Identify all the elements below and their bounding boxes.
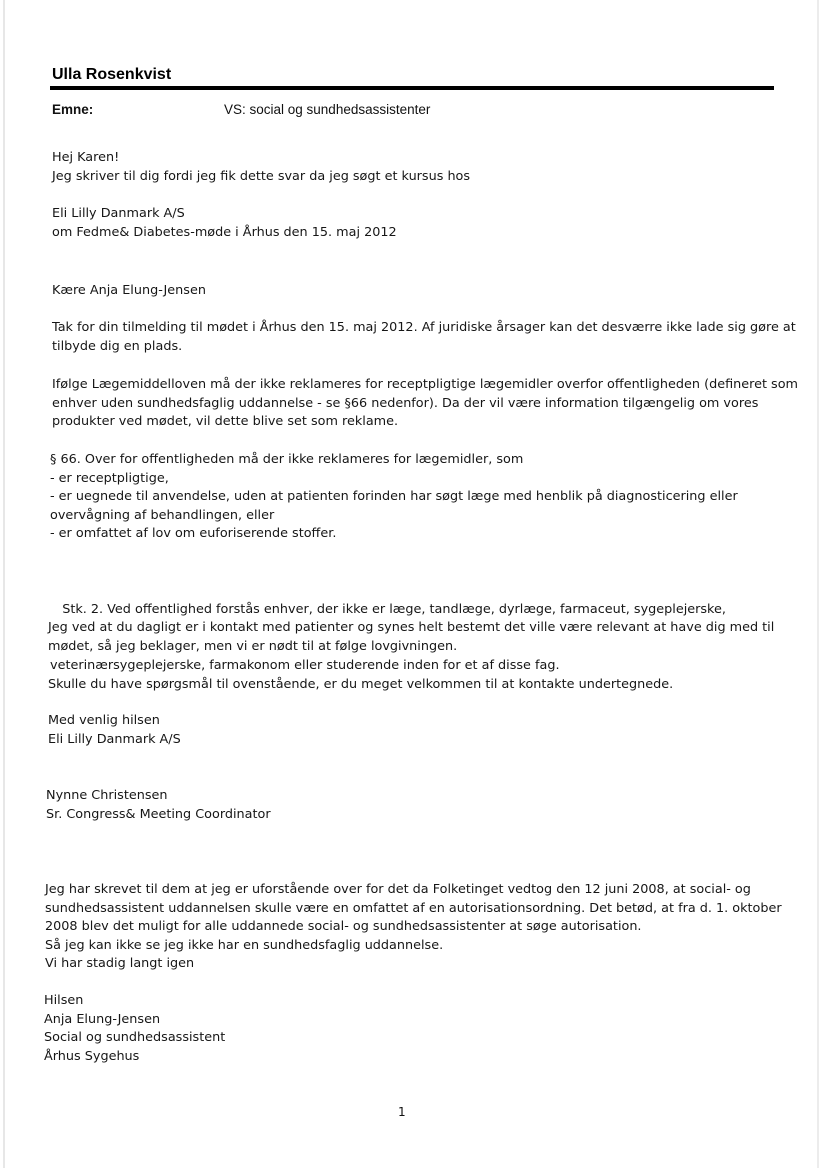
paragraph-line: produkter ved mødet, vil dette blive set som reklame. bbox=[52, 414, 399, 430]
closing-line: Med venlig hilsen bbox=[48, 713, 160, 728]
closing-company: Eli Lilly Danmark A/S bbox=[48, 731, 181, 747]
reply-paragraph-1 bbox=[52, 319, 796, 356]
followup-line: Jeg har skrevet til dem at jeg er uforstående over for det da Folketinget vedtog den 12 juni 2008, at social- og bbox=[45, 882, 751, 897]
reply-paragraph-2 bbox=[52, 376, 798, 432]
sender-name-header: Ulla Rosenkvist bbox=[52, 66, 172, 83]
signer-name: Nynne Christensen bbox=[46, 788, 168, 803]
law-line: - er receptpligtige, bbox=[50, 470, 169, 486]
sign-off: Hilsen bbox=[44, 993, 84, 1008]
event-meeting: om Fedme& Diabetes-møde i Århus den 15. maj 2012 bbox=[52, 224, 397, 240]
reply-closing bbox=[48, 712, 181, 749]
paragraph-line: Tak for din tilmelding til mødet i Århus den 15. maj 2012. Af juridiske årsager kan det desværre ikke lade sig gøre at bbox=[52, 320, 796, 335]
intro-block bbox=[52, 149, 470, 186]
followup-line: 2008 blev det muligt for alle uddannede social- og sundhedsassistenter at søge autorisation. bbox=[45, 919, 642, 935]
intro-line: Jeg skriver til dig fordi jeg fik dette svar da jeg søgt et kursus hos bbox=[52, 168, 471, 184]
reply-paragraph-3 bbox=[48, 619, 774, 656]
law-line: Stk. 2. Ved offentlighed forstås enhver, der ikke er læge, tandlæge, dyrlæge, farmaceut, sygeplejerske, bbox=[50, 602, 726, 618]
greeting: Hej Karen! bbox=[52, 150, 120, 165]
reply-signature bbox=[46, 787, 271, 824]
paragraph-line: tilbyde dig en plads. bbox=[52, 338, 183, 354]
event-block bbox=[52, 205, 397, 242]
reply-salutation: Kære Anja Elung-Jensen bbox=[52, 283, 206, 298]
page-number: 1 bbox=[398, 1105, 406, 1119]
paragraph-line: mødet, så jeg beklager, men vi er nødt til at følge lovgivningen. bbox=[48, 638, 458, 654]
law-line: - er omfattet af lov om euforiserende stoffer. bbox=[50, 526, 337, 542]
header-rule bbox=[50, 86, 774, 90]
followup-signature bbox=[44, 992, 225, 1066]
law-line: veterinærsygeplejerske, farmakonom eller studerende inden for et af disse fag. bbox=[50, 657, 560, 673]
paragraph-line: Ifølge Lægemiddelloven må der ikke reklameres for receptpligtige lægemidler overfor offentligheden (defineret som bbox=[52, 377, 799, 392]
signer-title: Sr. Congress& Meeting Coordinator bbox=[46, 806, 271, 822]
followup-line: sundhedsassistent uddannelsen skulle være en omfattet af en autorisationsordning. Det betød, at fra d. 1. oktober bbox=[45, 900, 782, 916]
sender-role: Social og sundhedsassistent bbox=[44, 1030, 226, 1046]
subject-value: VS: social og sundhedsassistenter bbox=[224, 102, 431, 117]
subject-label: Emne: bbox=[52, 102, 94, 117]
followup-paragraph bbox=[45, 881, 782, 974]
scan-edge-right bbox=[817, 0, 819, 1168]
paragraph-line: enhver uden sundhedsfaglig uddannelse - se §66 nedenfor). Da der vil være information tilgængelig om vores bbox=[52, 395, 759, 411]
sender-workplace: Århus Sygehus bbox=[44, 1048, 140, 1064]
followup-line: Så jeg kan ikke se jeg ikke har en sundhedsfaglig uddannelse. bbox=[45, 937, 444, 953]
law-section-66 bbox=[50, 451, 738, 544]
sender-name: Anja Elung-Jensen bbox=[44, 1011, 161, 1027]
event-company: Eli Lilly Danmark A/S bbox=[52, 206, 185, 221]
paragraph-line: Jeg ved at du dagligt er i kontakt med patienter og synes helt bestemt det ville være relevant at have dig med til bbox=[48, 620, 775, 635]
law-line: § 66. Over for offentligheden må der ikke reklameres for lægemidler, som bbox=[50, 452, 524, 467]
scan-edge-left bbox=[3, 0, 5, 1168]
law-line: - er uegnede til anvendelse, uden at patienten forinden har søgt læge med henblik på diagnosticering eller bbox=[50, 489, 738, 505]
law-line: overvågning af behandlingen, eller bbox=[50, 507, 275, 523]
followup-line: Vi har stadig langt igen bbox=[45, 956, 195, 972]
reply-paragraph-4: Skulle du have spørgsmål til ovenstående, er du meget velkommen til at kontakte undertegnede. bbox=[48, 677, 674, 692]
